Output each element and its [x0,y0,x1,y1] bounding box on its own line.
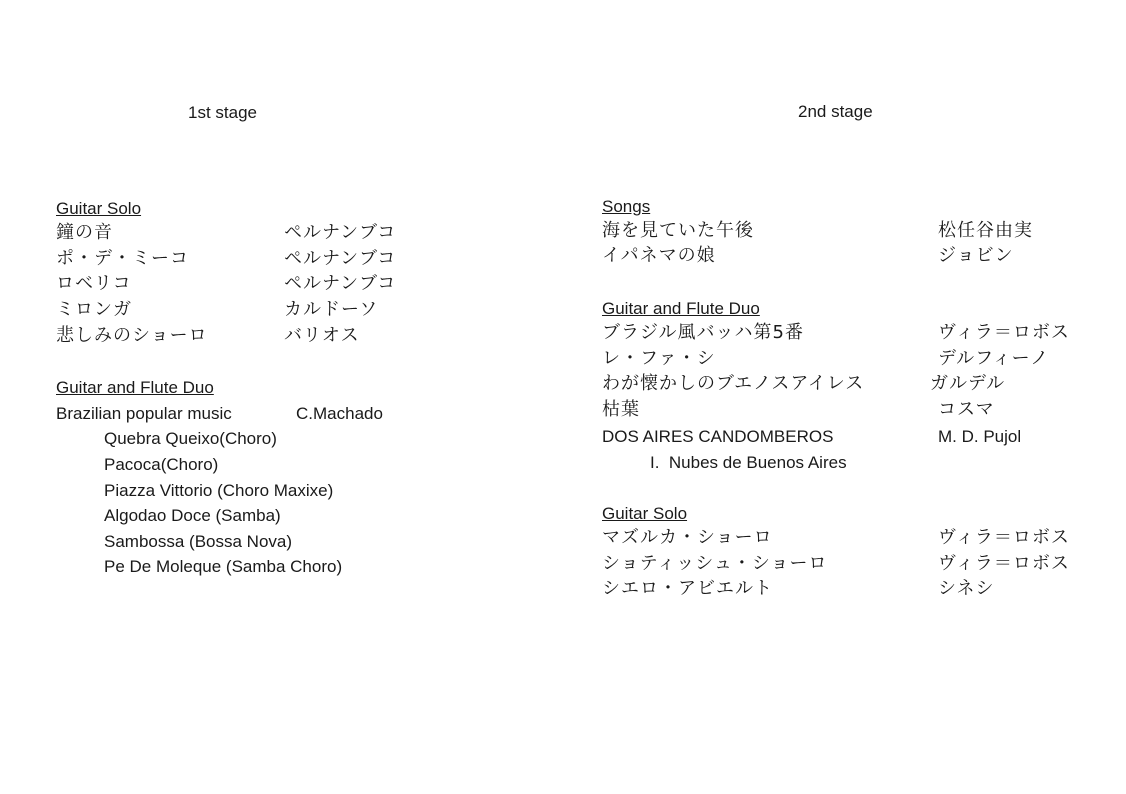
piece-composer: シネシ [938,578,995,599]
piece-title: 鐘の音 [56,222,113,243]
piece-title: レ・ファ・シ [602,348,716,369]
piece-title: ショティッシュ・ショーロ [602,553,828,574]
movement-title: Algodao Doce (Samba) [104,506,281,525]
piece-composer: ヴィラ＝ロボス [938,553,1070,574]
piece-title: ロベリコ [56,273,132,294]
movement-title: Pe De Moleque (Samba Choro) [104,557,343,576]
stage2-songs-heading: Songs [602,197,651,216]
movement-title: Piazza Vittorio (Choro Maxixe) [104,481,334,500]
stage2-title: 2nd stage [798,102,873,121]
piece-composer: C.Machado [296,404,383,423]
piece-composer: M. D. Pujol [938,427,1022,446]
piece-composer: ペルナンブコ [284,222,397,243]
piece-title: 海を見ていた午後 [602,220,754,241]
movement-title: Pacoca(Choro) [104,455,219,474]
piece-title: ブラジル風バッハ第5番 [602,322,805,343]
stage1-duo-heading: Guitar and Flute Duo [56,378,214,397]
movement-title: Quebra Queixo(Choro) [104,429,277,448]
piece-composer: ペルナンブコ [284,273,397,294]
movement-title: Sambossa (Bossa Nova) [104,532,293,551]
piece-composer: ヴィラ＝ロボス [938,322,1070,343]
movement-title: I. Nubes de Buenos Aires [650,453,847,472]
piece-title: わが懐かしのブエノスアイレス [602,373,865,394]
stage1-guitar-solo-heading: Guitar Solo [56,199,142,218]
piece-title: Brazilian popular music [56,404,232,423]
piece-composer: ガルデル [930,373,1006,394]
stage1-title: 1st stage [188,103,257,122]
piece-composer: コスマ [938,399,995,420]
piece-composer: ヴィラ＝ロボス [938,527,1070,548]
piece-title: ポ・デ・ミーコ [56,248,189,269]
piece-composer: デルフィーノ [938,348,1050,369]
piece-title: 枯葉 [602,399,640,420]
piece-composer: カルドーソ [284,299,379,320]
stage2-duo-heading: Guitar and Flute Duo [602,299,760,318]
piece-title: 悲しみのショーロ [56,325,208,346]
piece-composer: バリオス [284,325,360,346]
stage2-guitar-solo-heading: Guitar Solo [602,504,688,523]
piece-title: マズルカ・ショーロ [602,527,773,548]
piece-composer: ジョビン [938,245,1014,266]
piece-title: イパネマの娘 [602,245,716,266]
piece-title: シエロ・アビエルト [602,578,773,599]
piece-title: DOS AIRES CANDOMBEROS [602,427,834,446]
piece-composer: ペルナンブコ [284,248,397,269]
piece-composer: 松任谷由実 [938,220,1033,241]
piece-title: ミロンガ [56,299,132,320]
